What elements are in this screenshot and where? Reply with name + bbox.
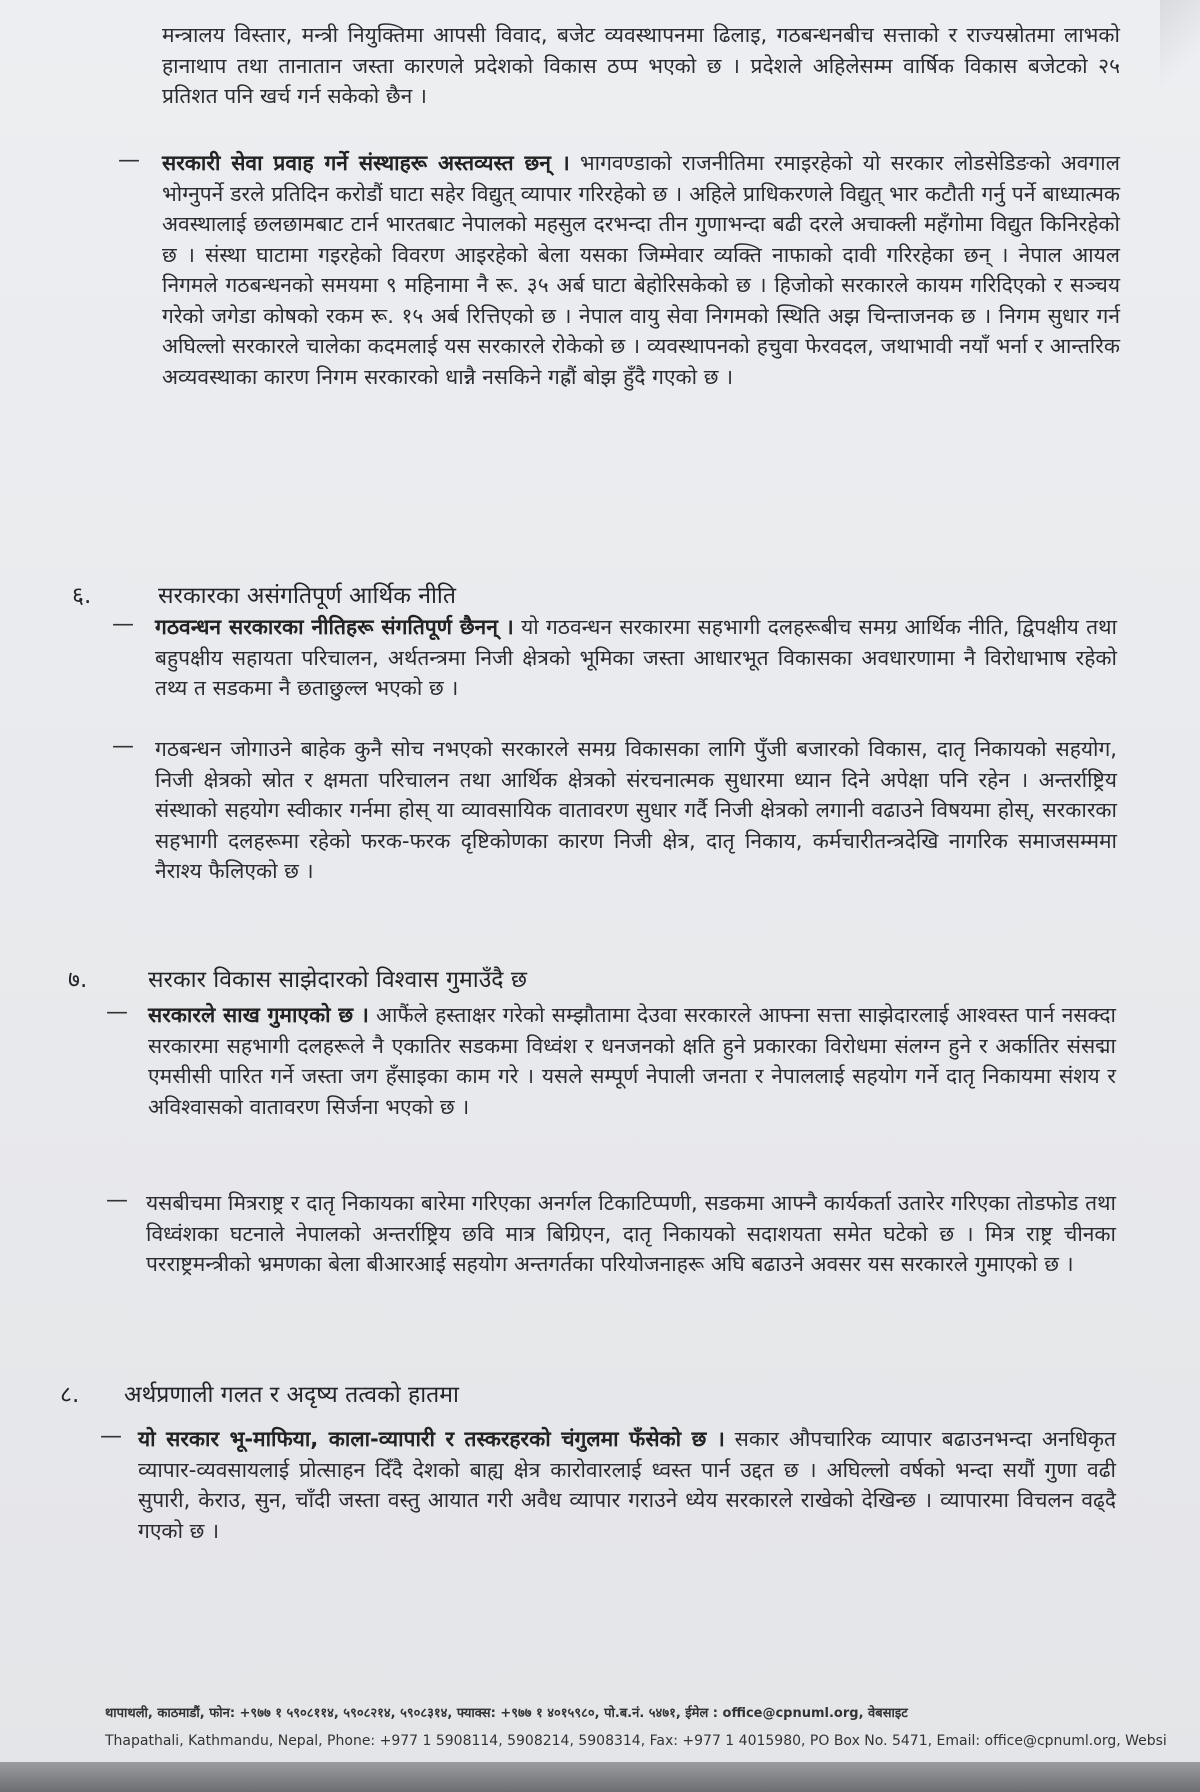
section-6-bullet-1-text: यो गठवन्धन सरकारमा सहभागी दलहरूबीच समग्र आर्थिक नीति, द्विपक्षीय तथा बहुपक्षीय सहायता परिचालन, अर्थतन्त्रमा निजी क्षेत्रको भूमिका जस्ता आधारभूत विकासका अवधारणामा नै विरोधाभाष रहेको तथ्य त सडकमा नै छताछुल्ल भएको छ । bbox=[155, 615, 1117, 700]
section-7-bullet-1-text: आफैंले हस्ताक्षर गरेको सम्झौतामा देउवा सरकारले आफ्ना सत्ता साझेदारलाई आश्वस्त पार्न नसक्दा सरकारमा सहभागी दलहरूले नै एकातिर सडकमा विध्वंश र धनजनको क्षति हुने प्रकारका विरोधमा संलग्न हुने र अर्कातिर संसद्मा एमसीसी पारित गर्ने जस्ता जग हँसाइका काम गरे । यसले सम्पूर्ण नेपाली जनता र नेपाललाई सहयोग गर्ने दातृ निकायमा संशय र अविश्वासको वातावरण सिर्जना भएको छ । bbox=[148, 1003, 1116, 1119]
section-7-bullet-1-bold: सरकारले साख गुमाएको छ । bbox=[148, 1003, 369, 1027]
bullet-dash: — bbox=[106, 1188, 128, 1213]
intro-text: मन्त्रालय विस्तार, मन्त्री नियुक्तिमा आपसी विवाद, बजेट व्यवस्थापनमा ढिलाइ, गठबन्धनबीच सत्ताको र राज्यस्रोतमा लाभको हानाथाप तथा तानातान जस्ता कारणले प्रदेशको विकास ठप्प भएको छ । प्रदेशले अहिलेसम्म वार्षिक विकास बजेटको २५ प्रतिशत पनि खर्च गर्न सकेको छैन । bbox=[162, 23, 1120, 108]
section-7-title: सरकार विकास साझेदारको विश्वास गुमाउँदै छ bbox=[148, 967, 527, 993]
section-6-bullet-2-paragraph bbox=[155, 734, 1117, 887]
section-7-number: ७. bbox=[68, 967, 88, 993]
service-bullet-paragraph bbox=[162, 148, 1120, 392]
section-6-number: ६. bbox=[72, 583, 92, 609]
bullet-dash: — bbox=[106, 1000, 128, 1025]
service-bullet-bold: सरकारी सेवा प्रवाह गर्ने संस्थाहरू अस्तव्यस्त छन् । bbox=[162, 151, 570, 175]
footer-address-nepali: थापाथली, काठमाडौं, फोन: +९७७ १ ५९०८११४, ५९०८२१४, ५९०८३१४, फ्याक्स: +९७७ १ ४०१५९८०, पो.ब.नं. ५४७१, ईमेल : office@cpnuml.org, वेबसाइट bbox=[105, 1706, 908, 1721]
bullet-dash: — bbox=[112, 612, 134, 637]
section-6-bullet-1-paragraph bbox=[155, 612, 1117, 704]
page-bottom-edge bbox=[0, 1762, 1200, 1792]
page-fold bbox=[1160, 0, 1200, 90]
section-8-bullet-1-text: सकार औपचारिक व्यापार बढाउनभन्दा अनधिकृत व्यापार-व्यवसायलाई प्रोत्साहन दिँदै देशको बाह्य क्षेत्र कारोवारलाई ध्वस्त पार्न उद्दत छ । अघिल्लो वर्षको भन्दा सयौं गुणा वढी सुपारी, केराउ, सुन, चाँदी जस्ता वस्तु आयात गरी अवैध व्यापार गराउने ध्येय सरकारले राखेको देखिन्छ । व्यापारमा विचलन वढ्दै गएको छ । bbox=[138, 1427, 1117, 1543]
section-8-title: अर्थप्रणाली गलत र अदृष्य तत्वको हातमा bbox=[124, 1382, 460, 1408]
section-8-bullet-1-paragraph bbox=[138, 1424, 1116, 1546]
section-7-bullet-2-paragraph bbox=[146, 1188, 1116, 1280]
section-8-number: ८. bbox=[60, 1382, 80, 1408]
footer-address-english: Thapathali, Kathmandu, Nepal, Phone: +977 1 5908114, 5908214, 5908314, Fax: +977 1 4015980, PO Box No. 5471, Email: office@cpnuml.org, Websi bbox=[105, 1733, 1167, 1749]
section-6-bullet-1-bold: गठवन्धन सरकारका नीतिहरू संगतिपूर्ण छैनन् । bbox=[155, 615, 514, 639]
section-6-bullet-2-text: गठबन्धन जोगाउने बाहेक कुनै सोच नभएको सरकारले समग्र विकासका लागि पुँजी बजारको विकास, दातृ निकायको सहयोग, निजी क्षेत्रको स्रोत र क्षमता परिचालन तथा आर्थिक क्षेत्रको संरचनात्मक सुधारमा ध्यान दिने अपेक्षा पनि रहेन । अन्तर्राष्ट्रिय संस्थाको सहयोग स्वीकार गर्नमा होस् या व्यावसायिक वातावरण सुधार गर्दै निजी क्षेत्रको लगानी वढाउने विषयमा होस्, सरकारका सहभागी दलहरूमा रहेको फरक-फरक दृष्टिकोणका कारण निजी क्षेत्र, दातृ निकाय, कर्मचारीतन्त्रदेखि नागरिक समाजसम्ममा नैराश्य फैलिएको छ । bbox=[155, 737, 1117, 883]
bullet-dash: — bbox=[118, 148, 140, 173]
service-bullet-text: भागवण्डाको राजनीतिमा रमाइरहेको यो सरकार लोडसेडिङको अवगाल भोग्नुपर्ने डरले प्रतिदिन करोडौं घाटा सहेर विद्युत् व्यापार गरिरहेको छ । अहिले प्राधिकरणले विद्युत् भार कटौती गर्नु पर्ने बाध्यात्मक अवस्थालाई छलछामबाट टार्न भारतबाट नेपालको महसुल दरभन्दा तीन गुणाभन्दा बढी दरले अचाक्ली महँगोमा विद्युत किनिरहेको छ । संस्था घाटामा गइरहेको विवरण आइरहेको बेला यसका जिम्मेवार व्यक्ति नाफाको दावी गरिरहेका छन् । नेपाल आयल निगमले गठबन्धनको समयमा ९ महिनामा नै रू. ३५ अर्ब घाटा बेहोरिसकेको छ । हिजोको सरकारले कायम गरिदिएको र सञ्चय गरेको जगेडा कोषको रकम रू. १५ अर्ब रित्तिएको छ । नेपाल वायु सेवा निगमको स्थिति अझ चिन्ताजनक छ । निगम सुधार गर्न अघिल्लो सरकारले चालेका कदमलाई यस सरकारले रोकेको छ । व्यवस्थापनको हचुवा फेरवदल, जथाभावी नयाँ भर्ना र आन्तरिक अव्यवस्थाका कारण निगम सरकारको धान्नै नसकिने गह्रौं बोझ हुँदै गएको छ । bbox=[162, 151, 1120, 389]
section-6-title: सरकारका असंगतिपूर्ण आर्थिक नीति bbox=[158, 583, 456, 609]
section-7-bullet-1-paragraph bbox=[148, 1000, 1116, 1122]
intro-paragraph bbox=[162, 20, 1120, 112]
section-7-bullet-2-text: यसबीचमा मित्रराष्ट्र र दातृ निकायका बारेमा गरिएका अनर्गल टिकाटिप्पणी, सडकमा आफ्नै कार्यकर्ता उतारेर गरिएका तोडफोड तथा विध्वंशका घटनाले नेपालको अन्तर्राष्ट्रिय छवि मात्र बिग्रिएन, दातृ निकायको सदाशयता समेत घटेको छ । मित्र राष्ट्र चीनका परराष्ट्रमन्त्रीको भ्रमणका बेला बीआरआई सहयोग अन्तगर्तका परियोजनाहरू अघि बढाउने अवसर यस सरकारले गुमाएको छ । bbox=[146, 1191, 1116, 1276]
section-6-heading bbox=[72, 578, 1072, 610]
bullet-dash: — bbox=[100, 1424, 122, 1449]
bullet-dash: — bbox=[112, 734, 134, 759]
section-8-bullet-1-bold: यो सरकार भू-माफिया, काला-व्यापारी र तस्करहरको चंगुलमा फँसेको छ । bbox=[138, 1427, 725, 1451]
section-8-heading bbox=[60, 1377, 1060, 1409]
section-7-heading bbox=[68, 962, 1068, 994]
